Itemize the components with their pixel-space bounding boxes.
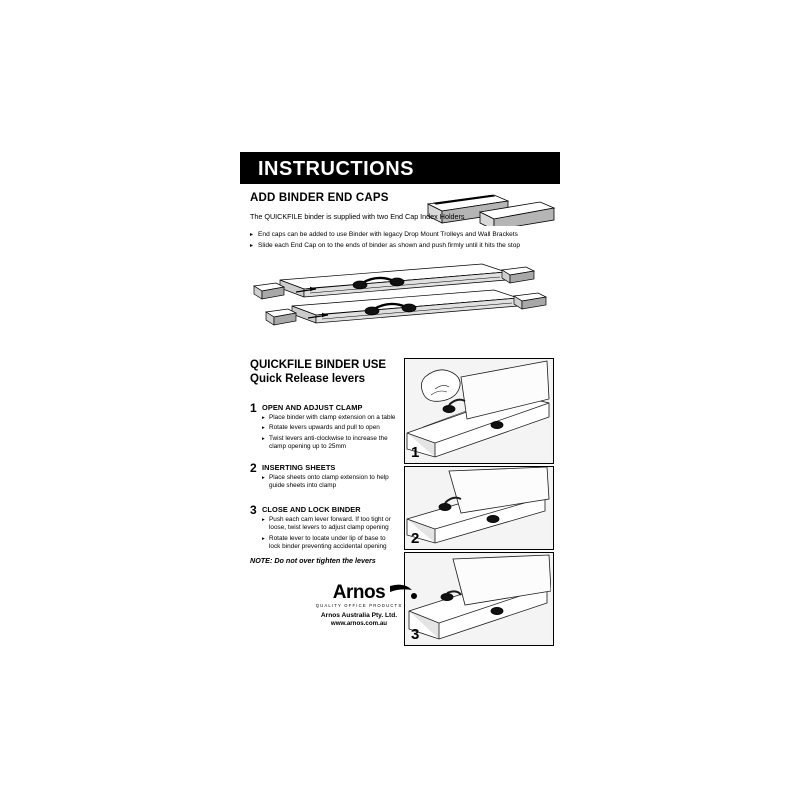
step-3-title: CLOSE AND LOCK BINDER	[262, 505, 361, 514]
list-item: ▸ Rotate lever to locate under lip of base to lock binder preventing accidental opening	[262, 535, 398, 552]
list-item: ▸ Slide each End Cap on to the ends of binder as shown and push firmly until it hits the stop	[250, 241, 550, 251]
photo-1-label: 1	[411, 444, 420, 461]
step-1-bullets	[262, 414, 398, 454]
photo-2-illustration	[405, 467, 551, 547]
binder-use-line-1: QUICKFILE BINDER USE	[250, 359, 387, 371]
binder-assembly-illustration	[250, 262, 550, 334]
list-item: ▸ Place sheets onto clamp extension to help guide sheets into clamp	[262, 474, 398, 491]
list-item: ▸ Place binder with clamp extension on a table	[262, 414, 398, 422]
photo-3-label: 3	[411, 626, 420, 643]
note-text: NOTE: Do not over tighten the levers	[250, 556, 376, 565]
section1-bullets	[250, 230, 550, 252]
list-item: ▸ End caps can be added to use Binder with legacy Drop Mount Trolleys and Wall Brackets	[250, 230, 550, 240]
header-bar	[240, 152, 560, 184]
step-1-title: OPEN AND ADJUST CLAMP	[262, 403, 363, 412]
instruction-sheet	[232, 140, 568, 650]
page-title: INSTRUCTIONS	[258, 158, 414, 180]
step-3-number: 3	[250, 503, 257, 517]
section-heading-add-end-caps: ADD BINDER END CAPS	[250, 192, 389, 204]
company-name: Arnos Australia Pty. Ltd.	[320, 612, 398, 619]
photo-3-illustration	[405, 553, 551, 643]
photo-step-1	[404, 358, 554, 464]
binder-use-line-2: Quick Release levers	[250, 373, 366, 385]
photo-2-label: 2	[411, 530, 420, 547]
step-1-number: 1	[250, 401, 257, 415]
footer-logo-block	[294, 582, 424, 627]
step-2-bullets	[262, 474, 398, 493]
list-item: ▸ Twist levers anti-clockwise to increase the clamp opening up to 25mm	[262, 435, 398, 452]
step-2-title: INSERTING SHEETS	[262, 463, 336, 472]
section1-intro-text: The QUICKFILE binder is supplied with two End Cap Index Holders	[250, 212, 465, 221]
arnos-swoosh-icon	[294, 582, 424, 608]
brand-tagline: QUALITY OFFICE PRODUCTS	[315, 603, 403, 608]
step-2-number: 2	[250, 461, 257, 475]
photo-1-illustration	[405, 359, 551, 461]
step-3-bullets	[262, 516, 398, 554]
photo-step-2	[404, 466, 554, 550]
company-website: www.arnos.com.au	[330, 620, 388, 627]
list-item: ▸ Push each cam lever forward. If too tight or loose, twist levers to adjust clamp opening	[262, 516, 398, 533]
brand-name: Arnos	[332, 582, 386, 603]
list-item: ▸ Rotate levers upwards and pull to open	[262, 424, 398, 432]
binder-assembly-svg	[250, 262, 550, 334]
section-heading-binder-use	[250, 358, 386, 386]
photo-step-3	[404, 552, 554, 646]
